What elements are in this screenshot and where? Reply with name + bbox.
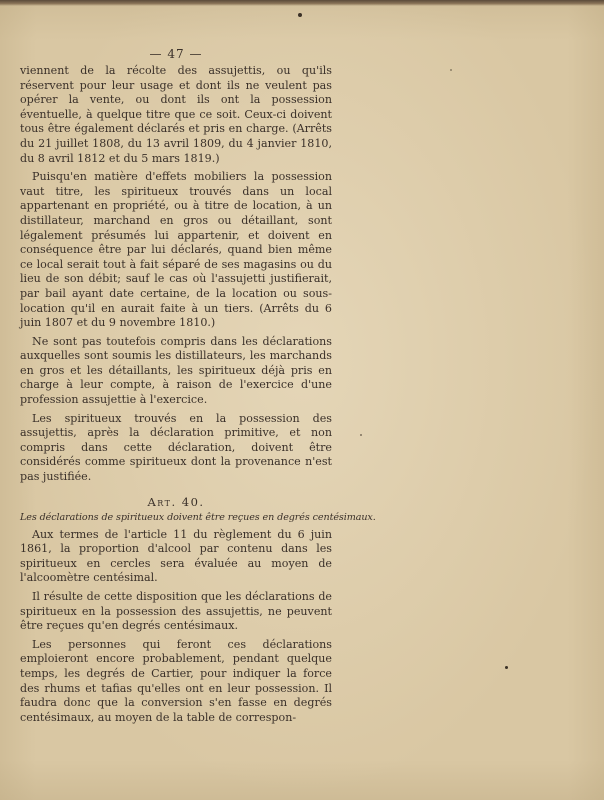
article-title: Art. 40. xyxy=(147,494,205,509)
paragraph-cartier: Les personnes qui feront ces déclarations emploieront encore probablement, pendant quelque temps, les degrés de Cartier, pour indiquer la force des rhums et tafias qu'elles ont en leur possession. Il faudra donc que la conversion s'en fasse en degrés centésimaux, au moyen de la table de correspon- xyxy=(20,637,332,724)
ink-speck-right xyxy=(505,666,508,669)
page-number: — 47 — xyxy=(149,47,203,61)
paragraph-exclusions: Ne sont pas toutefois compris dans les déclarations auxquelles sont soumis les distillateurs, les marchands en gros et les détaillants, les spiritueux déjà pris en charge à leur compte, à raison de l'exercice d'une profession assujettie à l'exercice. xyxy=(20,334,332,407)
paragraph-consequence: Il résulte de cette disposition que les déclarations de spiritueux en la possession des assujettis, ne peuvent être reçues qu'en degrés centésimaux. xyxy=(20,590,332,633)
page-top-edge xyxy=(0,0,604,6)
document-page xyxy=(20,46,376,729)
article-summary: Les déclarations de spiritueux doivent être reçues en degrés centésimaux. xyxy=(20,511,376,523)
paragraph-possession: Puisqu'en matière d'effets mobiliers la possession vaut titre, les spiritueux trouvés dans un local appartenant en propriété, ou à titre de location, à un distillateur, marchand en gros ou détaillant, sont légalement présumés lui appartenir, et doivent en conséquence être par lui déclarés, quand bien même ce local serait tout à fait séparé de ses magasins ou du lieu de son débit; sauf le cas où l'assujetti justifierait, par bail ayant date certaine, de la location ou sous-location qu'il en aurait faite à un tiers. (Arrêts du 6 juin 1807 et du 9 novembre 1810.) xyxy=(20,170,332,330)
ink-speck-top xyxy=(298,13,302,17)
ink-speck-mid xyxy=(360,434,362,436)
paragraph-continuation: viennent de la récolte des assujettis, ou qu'ils réservent pour leur usage et dont ils ne veulent pas opérer la vente, ou dont ils ont la possession éventuelle, à quelque titre que ce soit. Ceux-ci doivent tous être également déclarés et pris en charge. (Arrêts du 21 juillet 1808, du 13 avril 1809, du 4 janvier 1810, du 8 avril 1812 et du 5 mars 1819.) xyxy=(20,64,332,165)
ink-speck-upper-right xyxy=(450,69,452,71)
paragraph-unjustified: Les spiritueux trouvés en la possession des assujettis, après la déclaration primitive, et non compris dans cette déclaration, doivent être considérés comme spiritueux dont la provenance n'est pas justifiée. xyxy=(20,411,332,484)
paragraph-regulation: Aux termes de l'article 11 du règlement du 6 juin 1861, la proportion d'alcool par contenu dans les spiritueux en cercles sera évaluée au moyen de l'alcoomètre centésimal. xyxy=(20,527,332,585)
